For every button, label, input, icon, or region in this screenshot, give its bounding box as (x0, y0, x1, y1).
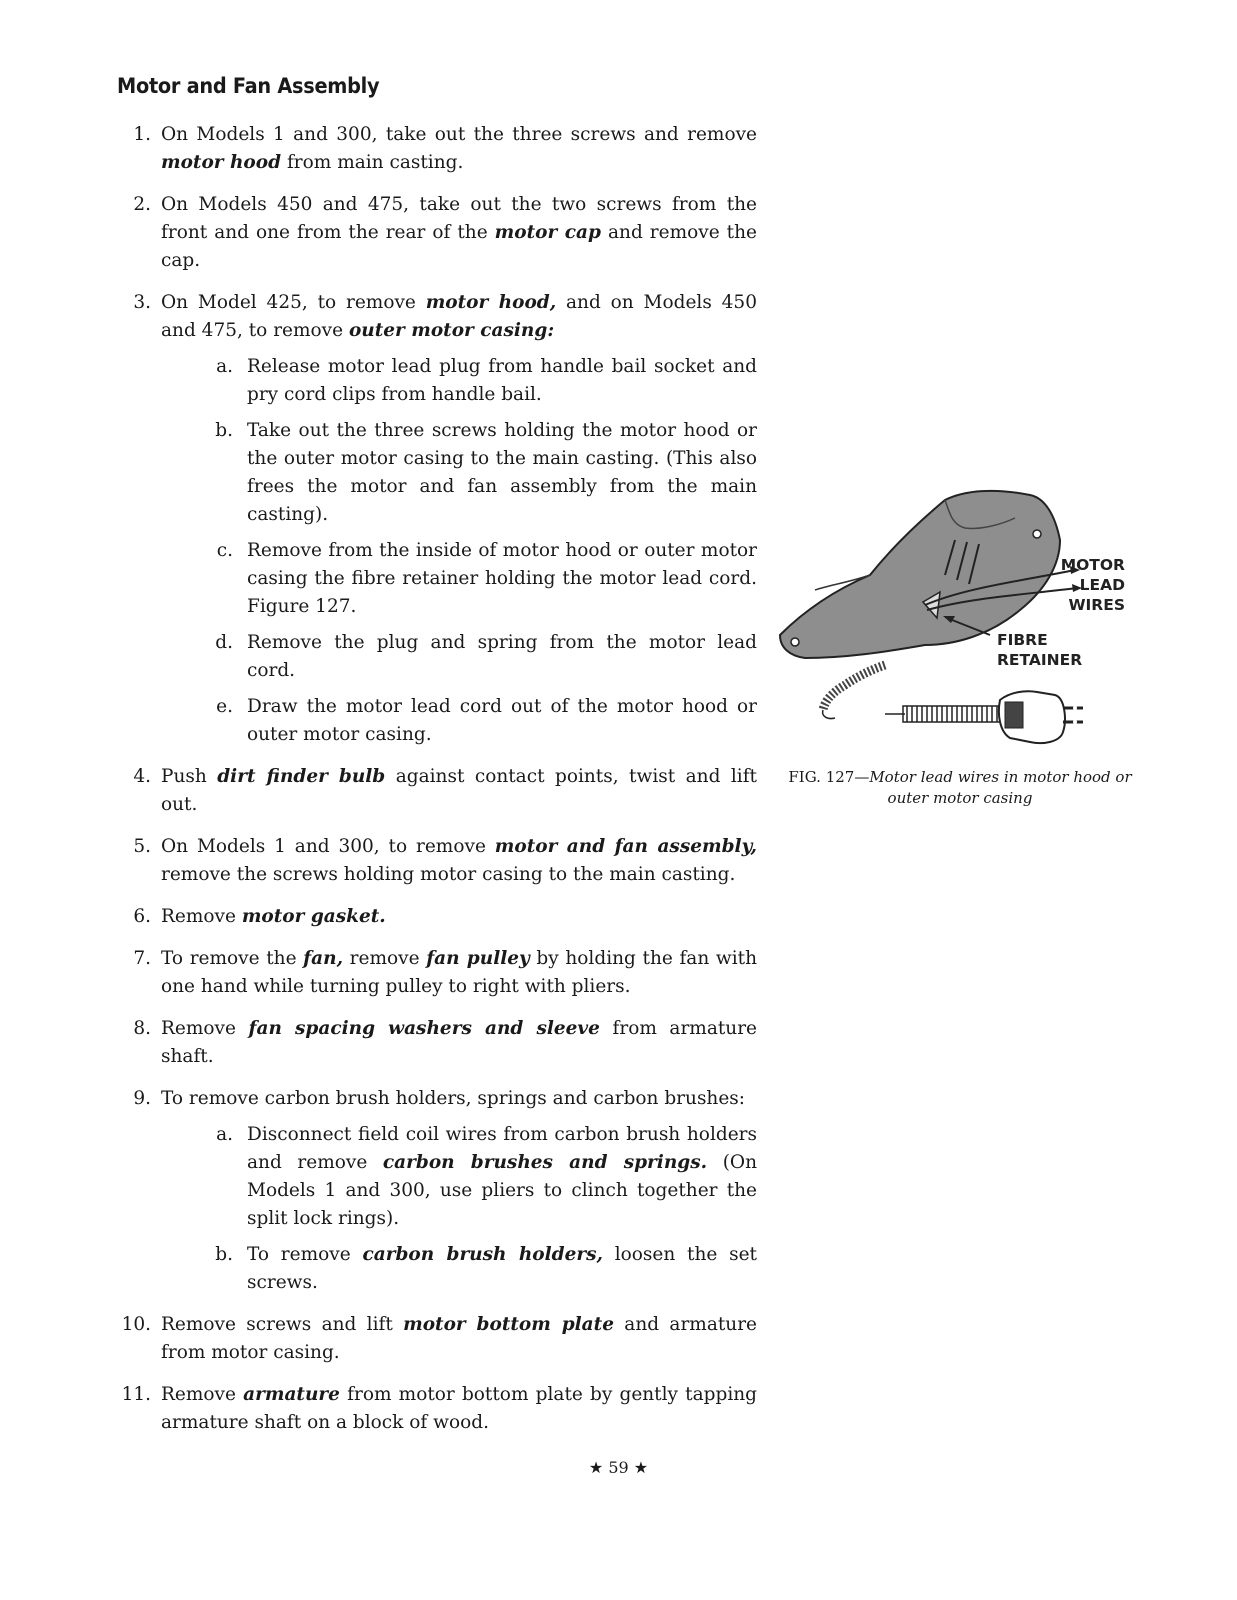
emphasized-term: carbon brush holders, (362, 1244, 603, 1265)
step-text: To remove (247, 1244, 363, 1265)
step-number: 3. (133, 292, 151, 313)
step-text: Disconnect field coil wires from carbon brush holders and remove (247, 1124, 757, 1173)
substep-letter: d. (215, 632, 233, 653)
step-number: 1. (133, 124, 151, 145)
step-text: from armature shaft. (161, 1018, 758, 1067)
step-text: by holding the fan with one hand while turning pulley to right with pliers. (161, 948, 758, 997)
motor-hood-illustration (775, 470, 1145, 760)
emphasized-term: motor bottom plate (403, 1314, 614, 1335)
emphasized-term: fan spacing washers and sleeve (248, 1018, 600, 1039)
step-item (117, 1085, 757, 1297)
substep-item (216, 537, 757, 621)
step-text: Push (161, 766, 218, 787)
caption-label: FIG. 127— (788, 768, 870, 786)
step-text: Remove (161, 1018, 249, 1039)
step-text: from motor bottom plate by gently tapping armature shaft on a block of wood. (161, 1384, 757, 1433)
step-text: Remove (161, 906, 242, 927)
step-item (117, 1381, 757, 1437)
step-number: 6. (133, 906, 151, 927)
substep-item (216, 693, 757, 749)
caption-text: Motor lead wires in motor hood or outer motor casing (869, 768, 1132, 807)
step-text: and remove the cap. (161, 222, 757, 271)
substep-item (215, 629, 757, 685)
step-item (117, 833, 757, 889)
step-text: (On Models 1 and 300, use pliers to clinch together the split lock rings). (247, 1152, 757, 1229)
substeps-list (117, 1121, 757, 1297)
emphasized-term: motor hood, (425, 292, 557, 313)
step-number: 2. (133, 194, 151, 215)
step-text: To remove the (161, 948, 304, 969)
emphasized-term: fan pulley (426, 948, 530, 969)
emphasized-term: motor gasket. (241, 906, 386, 927)
step-number: 10. (121, 1314, 151, 1335)
callout-motor: MOTOR (1060, 556, 1125, 574)
section-heading: Motor and Fan Assembly (117, 74, 380, 98)
substep-letter: c. (216, 540, 233, 561)
step-item (117, 191, 757, 275)
step-text: On Models 450 and 475, take out the two screws from the front and one from the rear of the (161, 194, 757, 243)
step-text: remove the screws holding motor casing to the main casting. (161, 864, 736, 885)
step-number: 4. (133, 766, 151, 787)
step-item (117, 121, 757, 177)
emphasized-term: motor cap (494, 222, 601, 243)
substep-text: Remove the plug and spring from the motor lead cord. (247, 632, 757, 681)
substep-letter: a. (216, 356, 233, 377)
step-text: To remove carbon brush holders, springs and carbon brushes: (161, 1088, 746, 1109)
step-text: and armature from motor casing. (161, 1314, 757, 1363)
substep-letter: b. (215, 420, 233, 441)
step-number: 5. (133, 836, 151, 857)
substep-item (215, 1241, 757, 1297)
callout-lead: LEAD (1079, 576, 1125, 594)
substep-letter: b. (215, 1244, 233, 1265)
emphasized-term: motor hood (161, 152, 282, 173)
step-number: 9. (133, 1088, 151, 1109)
step-item (117, 289, 757, 749)
step-text: loosen the set screws. (247, 1244, 757, 1293)
step-item (117, 763, 757, 819)
substep-item (216, 1121, 757, 1233)
callout-wires: WIRES (1068, 596, 1125, 614)
emphasized-term: outer motor casing: (348, 320, 555, 341)
step-item (117, 1015, 757, 1071)
substep-text: Remove from the inside of motor hood or outer motor casing the fibre retainer holding the motor lead cord. Figure 127. (247, 540, 757, 617)
figure-127 (775, 470, 1145, 760)
emphasized-term: armature (243, 1384, 340, 1405)
emphasized-term: motor and fan assembly, (494, 836, 757, 857)
steps-list (117, 121, 757, 1451)
step-text: remove (343, 948, 427, 969)
step-number: 8. (133, 1018, 151, 1039)
step-text: from main casting. (281, 152, 464, 173)
step-text: On Models 1 and 300, to remove (161, 836, 495, 857)
step-text: against contact points, twist and lift out. (161, 766, 757, 815)
step-item (117, 1311, 757, 1367)
substep-text: Draw the motor lead cord out of the motor hood or outer motor casing. (247, 696, 757, 745)
step-text: Remove screws and lift (161, 1314, 404, 1335)
figure-caption (775, 767, 1145, 809)
step-number: 7. (133, 948, 151, 969)
step-number: 11. (121, 1384, 151, 1405)
step-text: On Models 1 and 300, take out the three screws and remove (161, 124, 757, 145)
substep-letter: a. (216, 1124, 233, 1145)
step-text: and on Models 450 and 475, to remove (161, 292, 757, 341)
substep-letter: e. (216, 696, 233, 717)
callout-motor-lead-wires (1045, 555, 1125, 615)
substep-item (215, 417, 757, 529)
callout-fibre-retainer: FIBRE RETAINER (997, 631, 1083, 669)
step-item (117, 945, 757, 1001)
page-number: ★ 59 ★ (588, 1458, 649, 1477)
emphasized-term: fan, (303, 948, 344, 969)
substep-text: Release motor lead plug from handle bail socket and pry cord clips from handle bail. (247, 356, 757, 405)
step-text: Remove (161, 1384, 244, 1405)
emphasized-term: carbon brushes and springs. (382, 1152, 708, 1173)
substep-item (216, 353, 757, 409)
emphasized-term: dirt finder bulb (217, 766, 386, 787)
step-text: On Model 425, to remove (161, 292, 426, 313)
step-item (117, 903, 757, 931)
substep-text: Take out the three screws holding the motor hood or the outer motor casing to the main casting. (This also frees the motor and fan assembly from the main casting). (247, 420, 757, 525)
substeps-list (117, 353, 757, 749)
